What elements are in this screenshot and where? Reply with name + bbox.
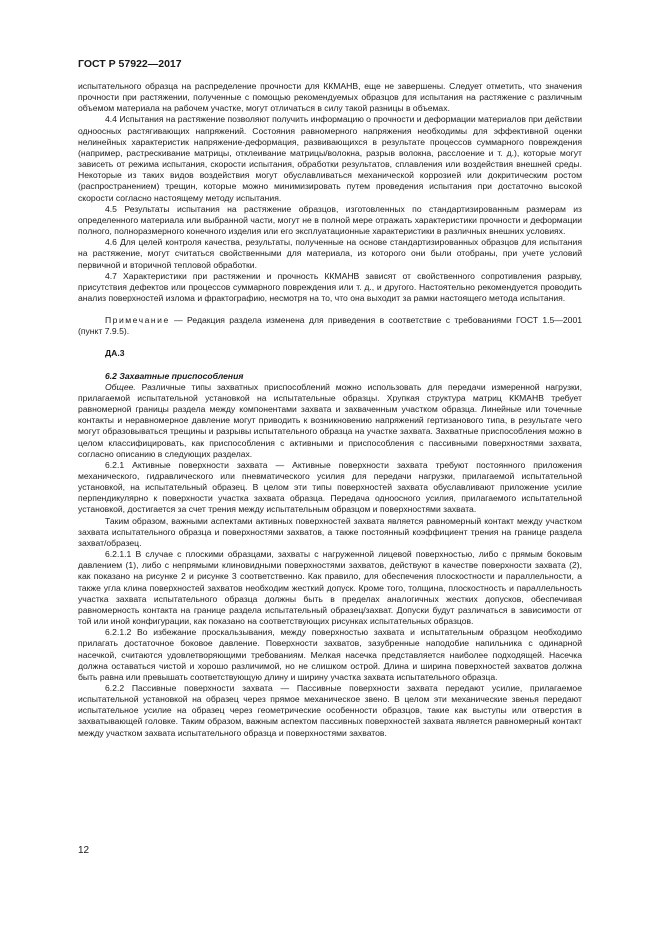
document-body [78, 81, 582, 739]
paragraph-continuation: испытательного образца на распределение прочности для ККМАНВ, еще не завершены. Следует отметить, что значения прочности при растяжении, полученные с помощью рекомендуемых образцов для испытания на растяжение с различным объемом материала на рабочем участке, могут отличаться в силу такой разницы в объемах. [78, 81, 582, 114]
section-heading: ДА.3 [105, 348, 125, 359]
paragraph-6-2-1-b: Таким образом, важными аспектами активных поверхностей захвата является равномерный контакт между участком захвата испытательного образца и поверхностями захватов, а также постоянный коэффициент трения на границе раздела захват/образец. [78, 515, 582, 548]
paragraph-general [78, 382, 582, 460]
note-text: — Редакция раздела изменена для приведения в соответствие с требованиями ГОСТ 1.5—2001 (пункт 7.9.5). [78, 315, 582, 337]
note-label: Примечание [105, 315, 170, 326]
general-lead: Общее. [105, 381, 136, 392]
note [78, 315, 582, 337]
paragraph-6-2-1-1: 6.2.1.1 В случае с плоскими образцами, захваты с нагруженной лицевой поверхностью, либо с прямым боковым давлением (1), либо с непрямыми клиновидными поверхностями захватов, действуют в качестве поверхности захвата (2), как показано на рисунке 2 и рисунке 3 соответственно. Как правило, для обеспечения плоскостности и параллельности, а также угла клина поверхностей захватов необходим жесткий допуск. Кроме того, толщина, плоскостность и параллельность участка захвата испытательного образца должны быть в пределах аналогичных жестких допусков, обеспечивая равномерность контакта на границе раздела испытательный образец/захват. Допуски будут различаться в зависимости от той или иной конфигурации, как показано на соответствующих рисунках испытательных образцов. [78, 549, 582, 627]
document-header: ГОСТ Р 57922—2017 [78, 58, 182, 70]
paragraph-4-5: 4.5 Результаты испытания на растяжение образцов, изготовленных по стандартизированным размерам из определенного материала или выбранной части, могут не в полной мере отражать характеристики прочности и деформации полного, полноразмерного конечного изделия или его эксплуатационные характеристики в различных внешних условиях. [78, 203, 582, 237]
paragraph-4-4: 4.4 Испытания на растяжение позволяют получить информацию о прочности и деформации материалов при действии одноосных растягивающих напряжений. Состояния равномерного напряжения необходимы для эффективной оценки нелинейных характеристик напряжение-деформация, развивающихся в результате процессов суммарного повреждения (например, растрескивание матрицы, отклеивание матрицы/волокна, разрыв волокна, расслоение и т. д.), которые могут зависеть от режима испытания, скорости испытания, обработки результатов, сплавления или воздействия внешней среды. Некоторые из таких видов воздействия могут обуславливаться механической коррозией или докритическим ростом (распространением) трещин, которые можно минимизировать путем проведения испытания при достаточно высокой скорости согласно настоящему методу испытания. [78, 114, 582, 203]
paragraph-6-2-1-2: 6.2.1.2 Во избежание проскальзывания, между поверхностью захвата и испытательным образцом необходимо прилагать достаточное боковое давление. Поверхности захватов, зазубренные наподобие напильника с одинарной насечкой, считаются удовлетворяющими требованиям. Мелкая насечка представляется наиболее подходящей. Насечка должна оставаться чистой и хорошо различимой, но не слишком острой. Длина и ширина поверхностей захватов должна быть равна или превышать соответствующую длину и ширину участка захвата испытательного образца. [78, 627, 582, 682]
general-text: Различные типы захватных приспособлений можно использовать для передачи измеренной нагрузки, прилагаемой испытательной установкой на испытательные образцы. Хрупкая структура матриц ККМАНВ требует равномерной границы раздела между компонентами захвата и захваченным участком образца. Линейные или точечные контакты и неравномерное давление могут приводить к возникновению напряжений гертизанового типа, в результате чего могут образовываться трещины и разрывы испытательного образца на участке захвата. Захватные приспособления можно в целом классифицировать, как приспособления с активными и приспособления с пассивными поверхностями захвата, согласно описанию в следующих разделах. [78, 381, 582, 459]
subsection-heading: 6.2 Захватные приспособления [105, 370, 244, 381]
paragraph-4-6: 4.6 Для целей контроля качества, результаты, полученные на основе стандартизированных образцов для испытания на растяжение, могут считаться свойственными для материала, из которого они были отобраны, при учете условий первичной и вторичной тепловой обработки. [78, 237, 582, 270]
paragraph-4-7: 4.7 Характеристики при растяжении и прочность ККМАНВ зависят от свойственного сопротивления разрыву, присутствия дефектов или процессов суммарного повреждения или т. д., и другого. Настоятельно рекомендуется проводить анализ поверхностей излома и фрактографию, несмотря на то, что она выходит за рамки настоящего метода испытания. [78, 270, 582, 303]
paragraph-6-2-1: 6.2.1 Активные поверхности захвата — Активные поверхности захвата требуют постоянного приложения механического, гидравлического или пневматического усилия для передачи нагрузки, прилагаемой испытательной установкой, на испытательный образец. В целом эти типы поверхностей захвата обуславливают приложение усилие перпендикулярно к поверхности участка захвата образца. Передача одноосного усилия, прилагаемого испытательной установкой, достигается за счет трения между испытательным образцом и поверхностями захвата. [78, 459, 582, 515]
paragraph-6-2-2: 6.2.2 Пассивные поверхности захвата — Пассивные поверхности захвата передают усилие, прилагаемое испытательной установкой на образец через прямое механическое звено. В целом эти механические звенья передают испытательное усилие на образец через геометрические особенности образцов, такие как выступы или отверстия в захватывающей головке. Таким образом, важным аспектом пассивных поверхностей захвата является равномерный контакт между участком захвата испытательного образца и поверхностями захватов. [78, 682, 582, 738]
page-number: 12 [78, 845, 90, 856]
